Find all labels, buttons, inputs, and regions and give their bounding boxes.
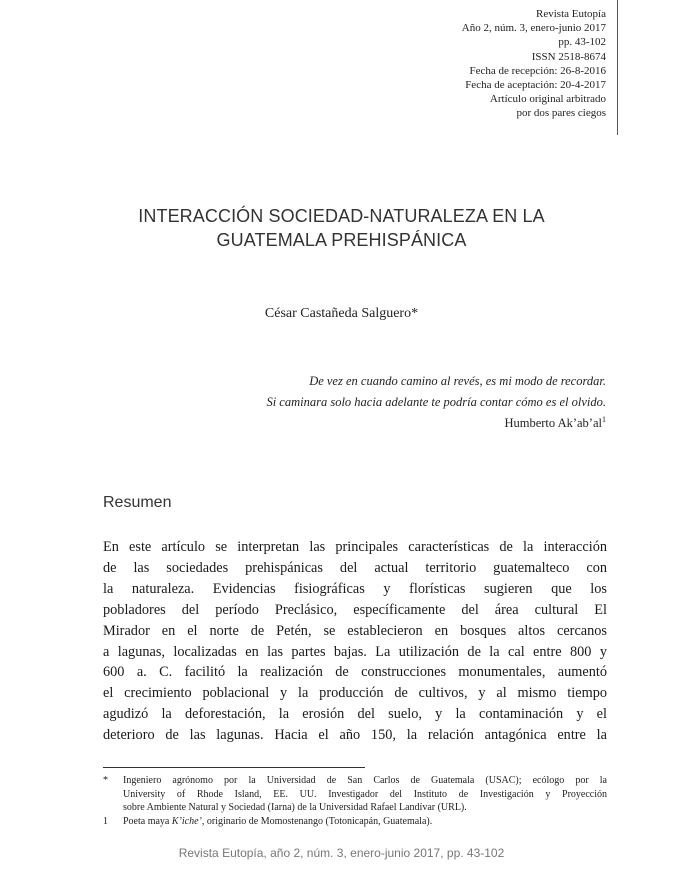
epigraph-attribution [186, 413, 606, 434]
title-line-1: INTERACCIÓN SOCIEDAD-NATURALEZA EN LA [138, 206, 545, 226]
footnote-line [123, 815, 607, 829]
footnote-ref-1[interactable]: 1 [602, 414, 606, 424]
journal-header [366, 7, 606, 121]
article-type-line-2: por dos pares ciegos [516, 107, 606, 120]
abstract-line: 600 a. C. facilitó la realización de construcciones monumentales, aumentó [103, 664, 607, 681]
footnote-text [123, 815, 607, 829]
title-line-2: GUATEMALA PREHISPÁNICA [216, 230, 467, 250]
author-name: César Castañeda Salguero* [264, 306, 419, 321]
journal-issn: ISSN 2518-8674 [531, 50, 606, 63]
header-vertical-rule [617, 0, 618, 135]
abstract-line: el crecimiento poblacional y la producción de cultivos, y al mismo tiempo [103, 685, 607, 702]
abstract-line: agudizó la deforestación, la erosión del suelo, y la contaminación y el [103, 706, 607, 723]
footnote-mark: * [103, 775, 108, 786]
footnote-italic-term: K’iche’ [171, 815, 202, 827]
footnote-line: Ingeniero agrónomo por la Universidad de San Carlos de Guatemala (USAC); ecólogo por la [123, 775, 607, 786]
abstract-line: la naturaleza. Evidencias fisiográficas y florísticas sugieren que los [103, 580, 607, 597]
abstract-line: de las sociedades prehispánicas del actual territorio guatemalteco con [103, 559, 607, 576]
epigraph-line-1: De vez en cuando camino al revés, es mi modo de recordar. [309, 374, 606, 388]
section-heading-resumen: Resumen [103, 494, 172, 511]
footnote-text-part: , originario de Momostenango (Totonicapán, Guatemala). [201, 815, 433, 827]
epigraph-line-2: Si caminara solo hacia adelante te podría contar cómo es el olvido. [266, 395, 606, 409]
page-footer: Revista Eutopía, año 2, núm. 3, enero-junio 2017, pp. 43-102 [178, 846, 505, 860]
footnote-author [103, 774, 607, 815]
journal-pages: pp. 43-102 [558, 36, 606, 49]
footnote-text [123, 774, 607, 815]
abstract-line: Mirador en el norte de Petén, se establecieron en bosques altos cercanos [103, 622, 607, 639]
footnotes [103, 774, 607, 828]
received-date: Fecha de recepción: 26-8-2016 [469, 64, 606, 77]
footnote-mark: 1 [103, 815, 108, 827]
footnote-separator [103, 767, 365, 768]
abstract-line: En este artículo se interpretan las principales características de la interacción [103, 539, 607, 555]
abstract-line: deterioro de las lagunas. Hacia el año 150, la relación antagónica entre la [103, 727, 607, 744]
abstract-paragraph [103, 537, 607, 746]
accepted-date: Fecha de aceptación: 20-4-2017 [465, 79, 606, 92]
footnote-1 [103, 815, 607, 829]
footnote-text-part: Poeta maya [123, 815, 172, 827]
abstract-line: pobladores del período Preclásico, específicamente del área cultural El [103, 601, 607, 618]
epigraph-author: Humberto Ak’ab’al [504, 416, 602, 430]
article-title [80, 204, 603, 252]
epigraph [186, 371, 606, 434]
journal-issue: Año 2, núm. 3, enero-junio 2017 [461, 22, 606, 35]
footnote-line: University of Rhode Island, EE. UU. Investigador del Instituto de Investigación y Proyección [123, 788, 607, 800]
journal-name: Revista Eutopía [536, 8, 606, 20]
article-type-line-1: Artículo original arbitrado [489, 93, 606, 106]
abstract-line: a lagunas, localizadas en las partes bajas. La utilización de la cal entre 800 y [103, 643, 607, 660]
footnote-line: sobre Ambiente Natural y Sociedad (Iarna) de la Universidad Rafael Landívar (URL). [123, 802, 467, 814]
